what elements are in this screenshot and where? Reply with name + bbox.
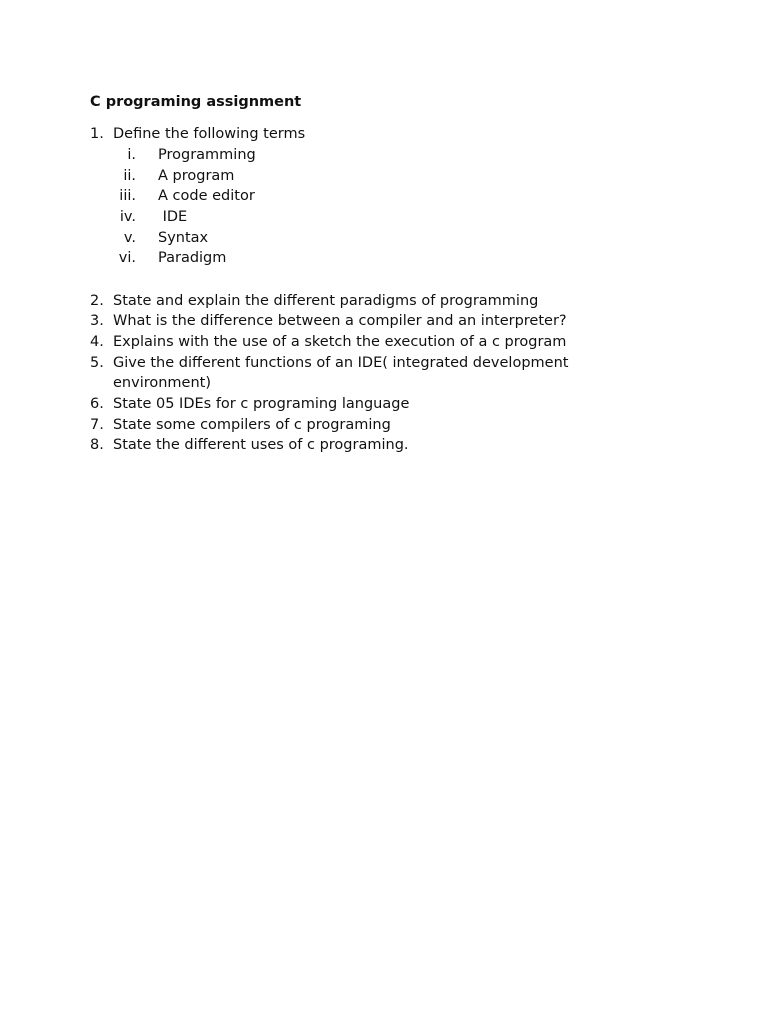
term-text: Paradigm [158,250,227,266]
question-text-continuation: environment) [113,375,212,391]
term-numeral: ii. [123,168,136,184]
term-numeral: iii. [119,188,136,204]
question-number: 6. [90,396,104,412]
question-number: 4. [90,334,104,350]
term-numeral: i. [127,147,136,163]
term-text: Syntax [158,230,209,246]
question-text: Explains with the use of a sketch the execution of a c program [113,334,567,350]
question-text: State the different uses of c programing. [113,437,409,453]
question-text: State and explain the different paradigms of programming [113,293,539,309]
question-text: Define the following terms [113,126,306,142]
term-text: A code editor [158,188,255,204]
term-numeral: iv. [119,209,136,225]
question-number: 3. [90,313,104,329]
term-numeral: vi. [118,250,136,266]
question-text: State some compilers of c programing [113,417,391,433]
question-text: What is the difference between a compiler and an interpreter? [113,313,567,329]
term-numeral: v. [123,230,136,246]
question-number: 5. [90,355,104,371]
question-number: 2. [90,293,104,309]
question-number: 8. [90,437,104,453]
term-text: Programming [158,147,256,163]
term-text: A program [158,168,235,184]
document-title: C programing assignment [90,94,302,110]
question-text: State 05 IDEs for c programing language [113,396,410,412]
question-text: Give the different functions of an IDE( integrated development [113,355,569,371]
question-number: 7. [90,417,104,433]
question-number: 1. [90,126,104,142]
term-text: IDE [158,209,188,225]
